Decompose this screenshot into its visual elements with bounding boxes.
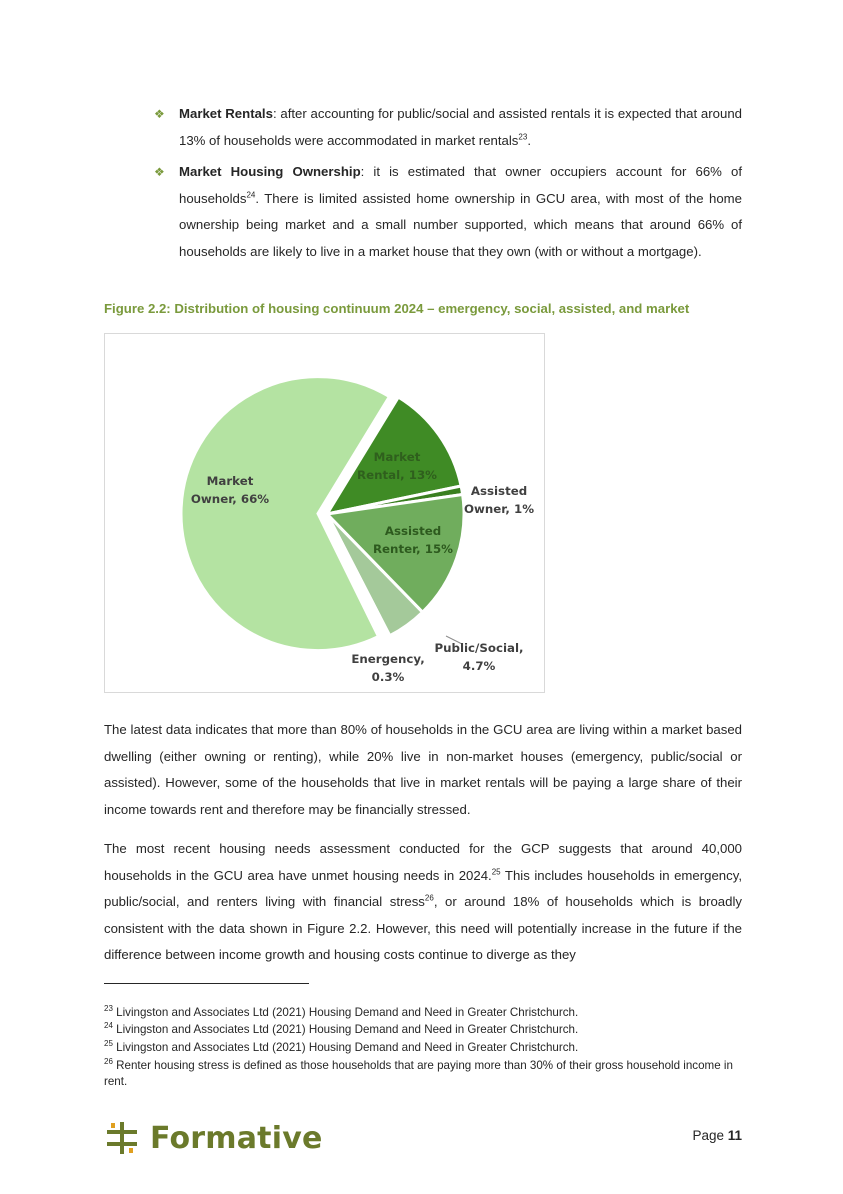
paragraph-market-share: The latest data indicates that more than 80% of households in the GCU area are living within a market based dwelling (either owning or renting), while 20% live in non-market houses (emergency, public/social or assisted). However, some of the households that live in market rentals will be paying a large share of their income towards rent and therefore may be financially stressed.	[104, 722, 742, 817]
formative-mark-icon	[104, 1120, 140, 1156]
bullet-text: : after accounting for public/social and assisted rentals it is expected that around 13% of households were accommodated in market rentals	[179, 106, 742, 148]
pie-data-label: Market Rental, 13%	[357, 450, 437, 482]
brand-name: Formative	[150, 1120, 323, 1156]
paragraph-housing-needs	[104, 836, 742, 969]
footnote-25	[104, 1040, 744, 1056]
bullet-text-end: . There is limited assisted home ownership in GCU area, with most of the home ownership being market and a small number supported, which means that around 66% of households are likely to live in a market house that they own (with or without a mortgage).	[179, 190, 742, 259]
diamond-bullet-icon: ❖	[154, 165, 165, 179]
bullet-market-rentals	[154, 101, 742, 154]
paragraph-text: This includes households in emergency, public/social, and renters living with financial stress	[104, 867, 742, 909]
footnote-divider	[104, 983, 309, 984]
paragraph-text: , or around 18% of households which is broadly consistent with the data shown in Figure 2.2. However, this need will potentially increase in the future if the difference between income growth and housing costs continue to diverge as they	[104, 894, 742, 962]
pie-chart-frame	[104, 333, 545, 693]
footnote-text: Livingston and Associates Ltd (2021) Housing Demand and Need in Greater Christchurch.	[112, 1006, 579, 1019]
footnote-text: Livingston and Associates Ltd (2021) Housing Demand and Need in Greater Christchurch.	[112, 1023, 579, 1036]
bullet-text: : it is estimated that owner occupiers account for 66% of households	[179, 164, 742, 206]
pie-chart	[105, 334, 546, 694]
page-number	[692, 1128, 742, 1143]
pie-data-label: Assisted Renter, 15%	[372, 524, 454, 556]
footnote-text: Renter housing stress is defined as those households that are paying more than 30% of their gross household income in rent.	[104, 1059, 733, 1088]
diamond-bullet-icon: ❖	[154, 107, 165, 121]
paragraph-text: The most recent housing needs assessment conducted for the GCP suggests that around 40,000 households in the GCU area have unmet housing needs in 2024.	[104, 841, 742, 883]
pie-data-label: Assisted Owner, 1%	[463, 484, 535, 516]
bullet-text-end: .	[527, 132, 531, 148]
footnote-ref[interactable]: 23	[518, 132, 528, 142]
bullet-market-ownership	[154, 159, 742, 265]
bullet-term: Market Housing Ownership	[179, 164, 361, 179]
footnote-number: 23	[104, 1004, 113, 1014]
pie-data-label: Energency, 0.3%	[351, 652, 425, 684]
footnote-number: 26	[104, 1057, 113, 1067]
footnote-ref[interactable]: 26	[424, 893, 434, 903]
footnote-ref[interactable]: 25	[491, 867, 501, 877]
page-label: Page	[692, 1128, 728, 1143]
footnote-23	[104, 1005, 744, 1021]
bullet-term: Market Rentals	[179, 106, 273, 121]
footnote-number: 24	[104, 1021, 113, 1031]
footnote-text: Livingston and Associates Ltd (2021) Housing Demand and Need in Greater Christchurch.	[112, 1041, 579, 1054]
page-number-value: 11	[727, 1128, 742, 1143]
footnote-24	[104, 1022, 744, 1038]
footnote-ref[interactable]: 24	[246, 190, 256, 200]
pie-data-label: Public/Social, 4.7%	[434, 641, 524, 673]
footnote-26	[104, 1058, 744, 1090]
pie-data-label: Market Owner, 66%	[190, 474, 270, 506]
formative-logo	[104, 1118, 323, 1158]
figure-caption: Figure 2.2: Distribution of housing continuum 2024 – emergency, social, assisted, and market	[104, 301, 690, 316]
footnote-number: 25	[104, 1039, 113, 1049]
